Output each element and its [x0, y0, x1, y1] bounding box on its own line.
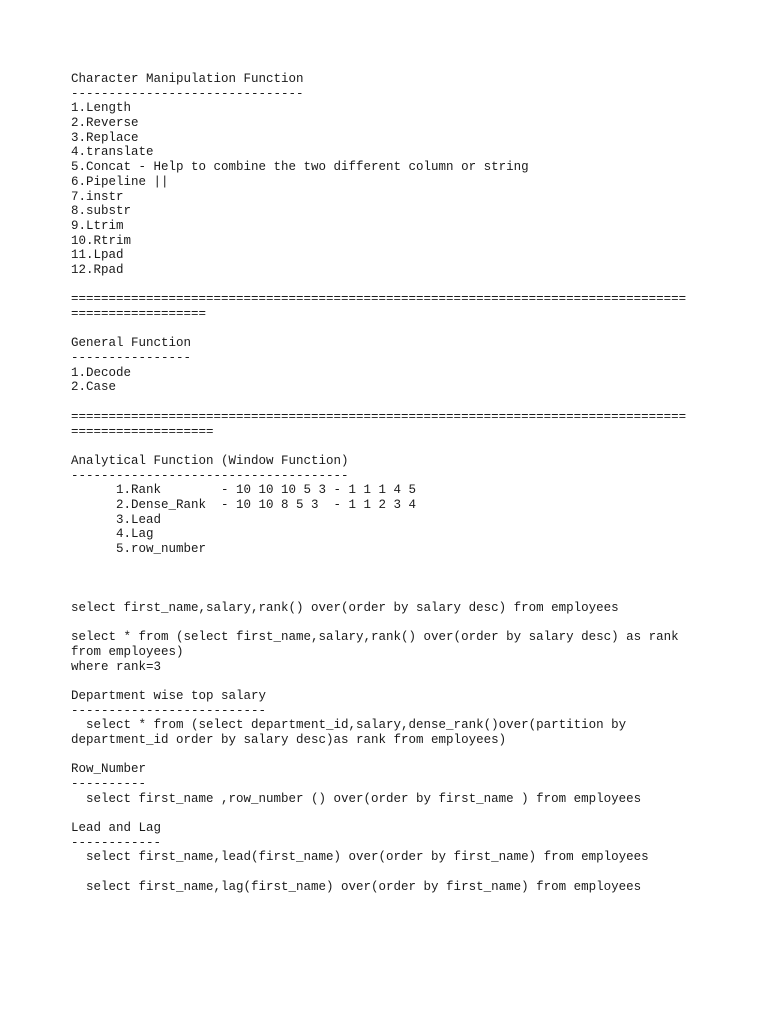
text-line: Character Manipulation Function: [71, 72, 304, 86]
text-line: 5.Concat - Help to combine the two different column or string: [71, 160, 529, 175]
text-line: ------------: [71, 835, 162, 850]
text-line: 7.instr: [71, 189, 124, 204]
text-line: ==================================================================================: [71, 409, 687, 424]
blank-line: [71, 278, 711, 293]
blank-line: [71, 439, 711, 454]
text-line: ==================: [71, 307, 207, 321]
text-line: 2.Case: [71, 380, 117, 395]
text-line: 4.translate: [71, 145, 154, 160]
text-line: select * from (select department_id,salary,dense_rank()over(partition by: [71, 718, 627, 733]
blank-line: [71, 806, 711, 821]
text-line: 12.Rpad: [71, 262, 124, 277]
text-line: 6.Pipeline ||: [71, 174, 169, 189]
blank-line: [71, 748, 711, 763]
text-line: 11.Lpad: [71, 248, 124, 263]
text-line: Row_Number: [71, 762, 147, 777]
text-line: 9.Ltrim: [71, 218, 124, 233]
text-line: select first_name,lag(first_name) over(order by first_name) from employees: [71, 879, 642, 894]
blank-line: [71, 571, 711, 586]
document-page: [71, 72, 711, 895]
text-line: Lead and Lag: [71, 821, 162, 836]
text-line: 8.substr: [71, 204, 132, 219]
blank-line: [71, 322, 711, 337]
text-line: 4.Lag: [71, 527, 154, 542]
text-line: --------------------------: [71, 703, 267, 718]
text-line: where rank=3: [71, 659, 162, 674]
text-line: 3.Lead: [71, 512, 162, 527]
text-line: ===================: [71, 424, 214, 439]
blank-line: [71, 395, 711, 410]
text-line: 3.Replace: [71, 130, 139, 145]
text-line: 1.Rank - 10 10 10 5 3 - 1 1 1 4 5: [71, 483, 417, 498]
text-line: 2.Reverse: [71, 116, 139, 131]
text-line: -------------------------------: [71, 86, 304, 101]
text-line: department_id order by salary desc)as rank from employees): [71, 732, 507, 747]
text-line: 10.Rtrim: [71, 233, 132, 248]
text-line: 2.Dense_Rank - 10 10 8 5 3 - 1 1 2 3 4: [71, 497, 417, 512]
text-line: Department wise top salary: [71, 688, 267, 703]
text-line: ----------------: [71, 351, 192, 366]
blank-line: [71, 674, 711, 689]
text-line: select first_name,lead(first_name) over(order by first_name) from employees: [71, 850, 649, 865]
blank-line: [71, 557, 711, 572]
text-line: select * from (select first_name,salary,rank() over(order by salary desc) as rank: [71, 630, 679, 645]
text-line: select first_name,salary,rank() over(order by salary desc) from employees: [71, 600, 619, 615]
blank-line: [71, 586, 711, 601]
blank-line: [71, 615, 711, 630]
text-line: from employees): [71, 644, 184, 659]
text-line: ==================================================================================: [71, 292, 687, 307]
text-line: 1.Length: [71, 101, 132, 116]
text-line: ----------: [71, 777, 147, 791]
text-line: select first_name ,row_number () over(order by first_name ) from employees: [71, 791, 642, 806]
text-line: -------------------------------------: [71, 468, 349, 483]
text-line: General Function: [71, 336, 192, 351]
text-line: 1.Decode: [71, 365, 132, 380]
blank-line: [71, 865, 711, 880]
text-line: 5.row_number: [71, 542, 207, 556]
text-line: Analytical Function (Window Function): [71, 453, 349, 468]
